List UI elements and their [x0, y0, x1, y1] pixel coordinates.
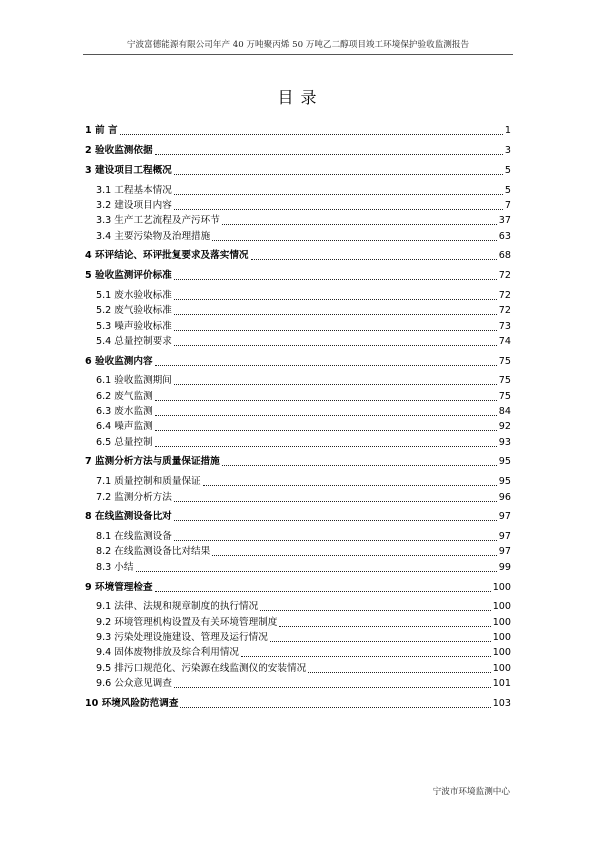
toc-section[interactable]	[85, 267, 511, 282]
toc-page-number: 72	[498, 289, 511, 301]
toc-dot-leader	[155, 399, 497, 401]
toc-page-number: 95	[498, 456, 511, 468]
toc-dot-leader	[203, 484, 497, 486]
toc-entry-label: 9.6 公众意见调查	[96, 677, 172, 689]
toc-page-number: 75	[498, 390, 511, 402]
toc-dot-leader	[251, 258, 497, 260]
toc-dot-leader	[212, 239, 497, 241]
toc-entry-label: 6.4 噪声监测	[96, 421, 153, 433]
toc-page-number: 72	[498, 305, 511, 317]
toc-entry-label: 10 环境风险防范调查	[85, 697, 179, 709]
toc-subsection[interactable]	[85, 473, 511, 488]
toc-dot-leader	[174, 298, 497, 300]
toc-dot-leader	[180, 706, 490, 708]
toc-entry-label: 8.1 在线监测设备	[96, 531, 172, 543]
toc-page-number: 100	[492, 631, 511, 643]
page-footer: 宁波市环境监测中心	[432, 787, 510, 797]
toc-dot-leader	[241, 655, 491, 657]
toc-subsection[interactable]	[85, 287, 511, 302]
toc-entry-label: 2 验收监测依据	[85, 145, 153, 157]
toc-entry-label: 8 在线监测设备比对	[85, 511, 172, 523]
toc-dot-leader	[174, 329, 497, 331]
page-title: 目 录	[277, 88, 318, 107]
toc-page-number: 100	[492, 601, 511, 613]
toc-subsection[interactable]	[85, 558, 511, 573]
toc-entry-label: 7.1 质量控制和质量保证	[96, 476, 201, 488]
toc-section[interactable]	[85, 122, 511, 137]
toc-subsection[interactable]	[85, 433, 511, 448]
toc-subsection[interactable]	[85, 629, 511, 644]
toc-dot-leader	[174, 539, 497, 541]
toc-dot-leader	[212, 554, 497, 556]
toc-subsection[interactable]	[85, 418, 511, 433]
toc-page-number: 93	[498, 436, 511, 448]
toc-subsection[interactable]	[85, 644, 511, 659]
toc-dot-leader	[120, 133, 503, 135]
toc-entry-label: 3.1 工程基本情况	[96, 184, 172, 196]
toc-page-number: 3	[504, 145, 511, 157]
toc-page-number: 100	[492, 581, 511, 593]
toc-entry-label: 9.1 法律、法规和规章制度的执行情况	[96, 601, 259, 613]
toc-entry-label: 9.4 固体废物排放及综合利用情况	[96, 647, 240, 659]
toc-page-number: 37	[498, 215, 511, 227]
toc-dot-leader	[155, 153, 503, 155]
toc-entry-label: 3.4 主要污染物及治理措施	[96, 230, 211, 242]
toc-entry-label: 6.3 废水监测	[96, 406, 153, 418]
toc-subsection[interactable]	[85, 302, 511, 317]
toc-subsection[interactable]	[85, 528, 511, 543]
page-header: 宁波富德能源有限公司年产 40 万吨聚丙烯 50 万吨乙二醇项目竣工环境保护验收监测报告	[83, 38, 513, 55]
toc-page-number: 103	[492, 697, 511, 709]
toc-entry-label: 5.4 总量控制要求	[96, 335, 172, 347]
toc-subsection[interactable]	[85, 197, 511, 212]
toc-page-number: 63	[498, 230, 511, 242]
toc-section[interactable]	[85, 578, 511, 593]
toc-subsection[interactable]	[85, 333, 511, 348]
toc-page-number: 5	[504, 164, 511, 176]
toc-page-number: 68	[498, 250, 511, 262]
toc-dot-leader	[174, 519, 497, 521]
toc-page-number: 75	[498, 375, 511, 387]
toc-subsection[interactable]	[85, 403, 511, 418]
toc-section[interactable]	[85, 247, 511, 262]
toc-dot-leader	[270, 640, 491, 642]
toc-section[interactable]	[85, 508, 511, 523]
toc-page-number: 100	[492, 662, 511, 674]
toc-dot-leader	[222, 223, 497, 225]
toc-entry-label: 6 验收监测内容	[85, 355, 153, 367]
toc-dot-leader	[136, 570, 497, 572]
toc-page-number: 95	[498, 476, 511, 488]
toc-dot-leader	[174, 500, 497, 502]
toc-entry-label: 8.2 在线监测设备比对结果	[96, 546, 211, 558]
toc-section[interactable]	[85, 142, 511, 157]
toc-dot-leader	[155, 590, 491, 592]
toc-dot-leader	[260, 609, 490, 611]
toc-entry-label: 9.3 污染处理设施建设、管理及运行情况	[96, 631, 268, 643]
toc-dot-leader	[174, 208, 503, 210]
toc-entry-label: 6.1 验收监测期间	[96, 375, 172, 387]
toc-entry-label: 5.1 废水验收标准	[96, 289, 172, 301]
toc-page-number: 74	[498, 335, 511, 347]
toc-section[interactable]	[85, 453, 511, 468]
toc-page-number: 1	[504, 125, 511, 137]
toc-dot-leader	[174, 313, 497, 315]
toc-entry-label: 6.5 总量控制	[96, 436, 153, 448]
toc-subsection[interactable]	[85, 488, 511, 503]
toc-entry-label: 5.3 噪声验收标准	[96, 320, 172, 332]
toc-entry-label: 4 环评结论、环评批复要求及落实情况	[85, 250, 249, 262]
toc-entry-label: 9.2 环境管理机构设置及有关环境管理制度	[96, 616, 278, 628]
toc-entry-label: 7.2 监测分析方法	[96, 491, 172, 503]
toc-entry-label: 3.2 建设项目内容	[96, 199, 172, 211]
toc-dot-leader	[174, 383, 497, 385]
toc-entry-label: 9 环境管理检查	[85, 581, 153, 593]
table-of-contents	[85, 122, 511, 710]
toc-dot-leader	[174, 193, 503, 195]
toc-subsection[interactable]	[85, 613, 511, 628]
toc-entry-label: 3.3 生产工艺流程及产污环节	[96, 215, 220, 227]
toc-page-number: 101	[492, 677, 511, 689]
toc-dot-leader	[174, 173, 503, 175]
toc-dot-leader	[155, 429, 497, 431]
toc-entry-label: 8.3 小结	[96, 561, 134, 573]
toc-page-number: 75	[498, 355, 511, 367]
toc-subsection[interactable]	[85, 212, 511, 227]
toc-subsection[interactable]	[85, 372, 511, 387]
toc-page-number: 73	[498, 320, 511, 332]
toc-dot-leader	[155, 445, 497, 447]
toc-entry-label: 7 监测分析方法与质量保证措施	[85, 456, 220, 468]
toc-dot-leader	[308, 671, 491, 673]
toc-subsection[interactable]	[85, 227, 511, 242]
toc-page-number: 5	[504, 184, 511, 196]
toc-page-number: 7	[504, 199, 511, 211]
toc-subsection[interactable]	[85, 317, 511, 332]
toc-page-number: 72	[498, 270, 511, 282]
toc-dot-leader	[155, 414, 497, 416]
toc-page-number: 97	[498, 546, 511, 558]
toc-entry-label: 3 建设项目工程概况	[85, 164, 172, 176]
toc-entry-label: 5 验收监测评价标准	[85, 270, 172, 282]
toc-entry-label: 9.5 排污口规范化、污染源在线监测仪的安装情况	[96, 662, 307, 674]
toc-dot-leader	[174, 686, 491, 688]
toc-subsection[interactable]	[85, 659, 511, 674]
toc-dot-leader	[222, 464, 497, 466]
toc-dot-leader	[174, 344, 497, 346]
toc-page-number: 96	[498, 491, 511, 503]
toc-subsection[interactable]	[85, 387, 511, 402]
toc-page-number: 100	[492, 647, 511, 659]
toc-dot-leader	[155, 364, 497, 366]
toc-section[interactable]	[85, 162, 511, 177]
toc-page-number: 100	[492, 616, 511, 628]
toc-page-number: 84	[498, 406, 511, 418]
toc-subsection[interactable]	[85, 675, 511, 690]
toc-section[interactable]	[85, 352, 511, 367]
toc-subsection[interactable]	[85, 181, 511, 196]
toc-page-number: 92	[498, 421, 511, 433]
toc-page-number: 97	[498, 531, 511, 543]
toc-entry-label: 6.2 废气监测	[96, 390, 153, 402]
toc-dot-leader	[279, 625, 490, 627]
toc-dot-leader	[174, 278, 497, 280]
toc-entry-label: 5.2 废气验收标准	[96, 305, 172, 317]
toc-subsection[interactable]	[85, 598, 511, 613]
toc-subsection[interactable]	[85, 543, 511, 558]
toc-entry-label: 1 前 言	[85, 125, 118, 137]
toc-section[interactable]	[85, 694, 511, 709]
toc-page-number: 97	[498, 511, 511, 523]
toc-page-number: 99	[498, 561, 511, 573]
